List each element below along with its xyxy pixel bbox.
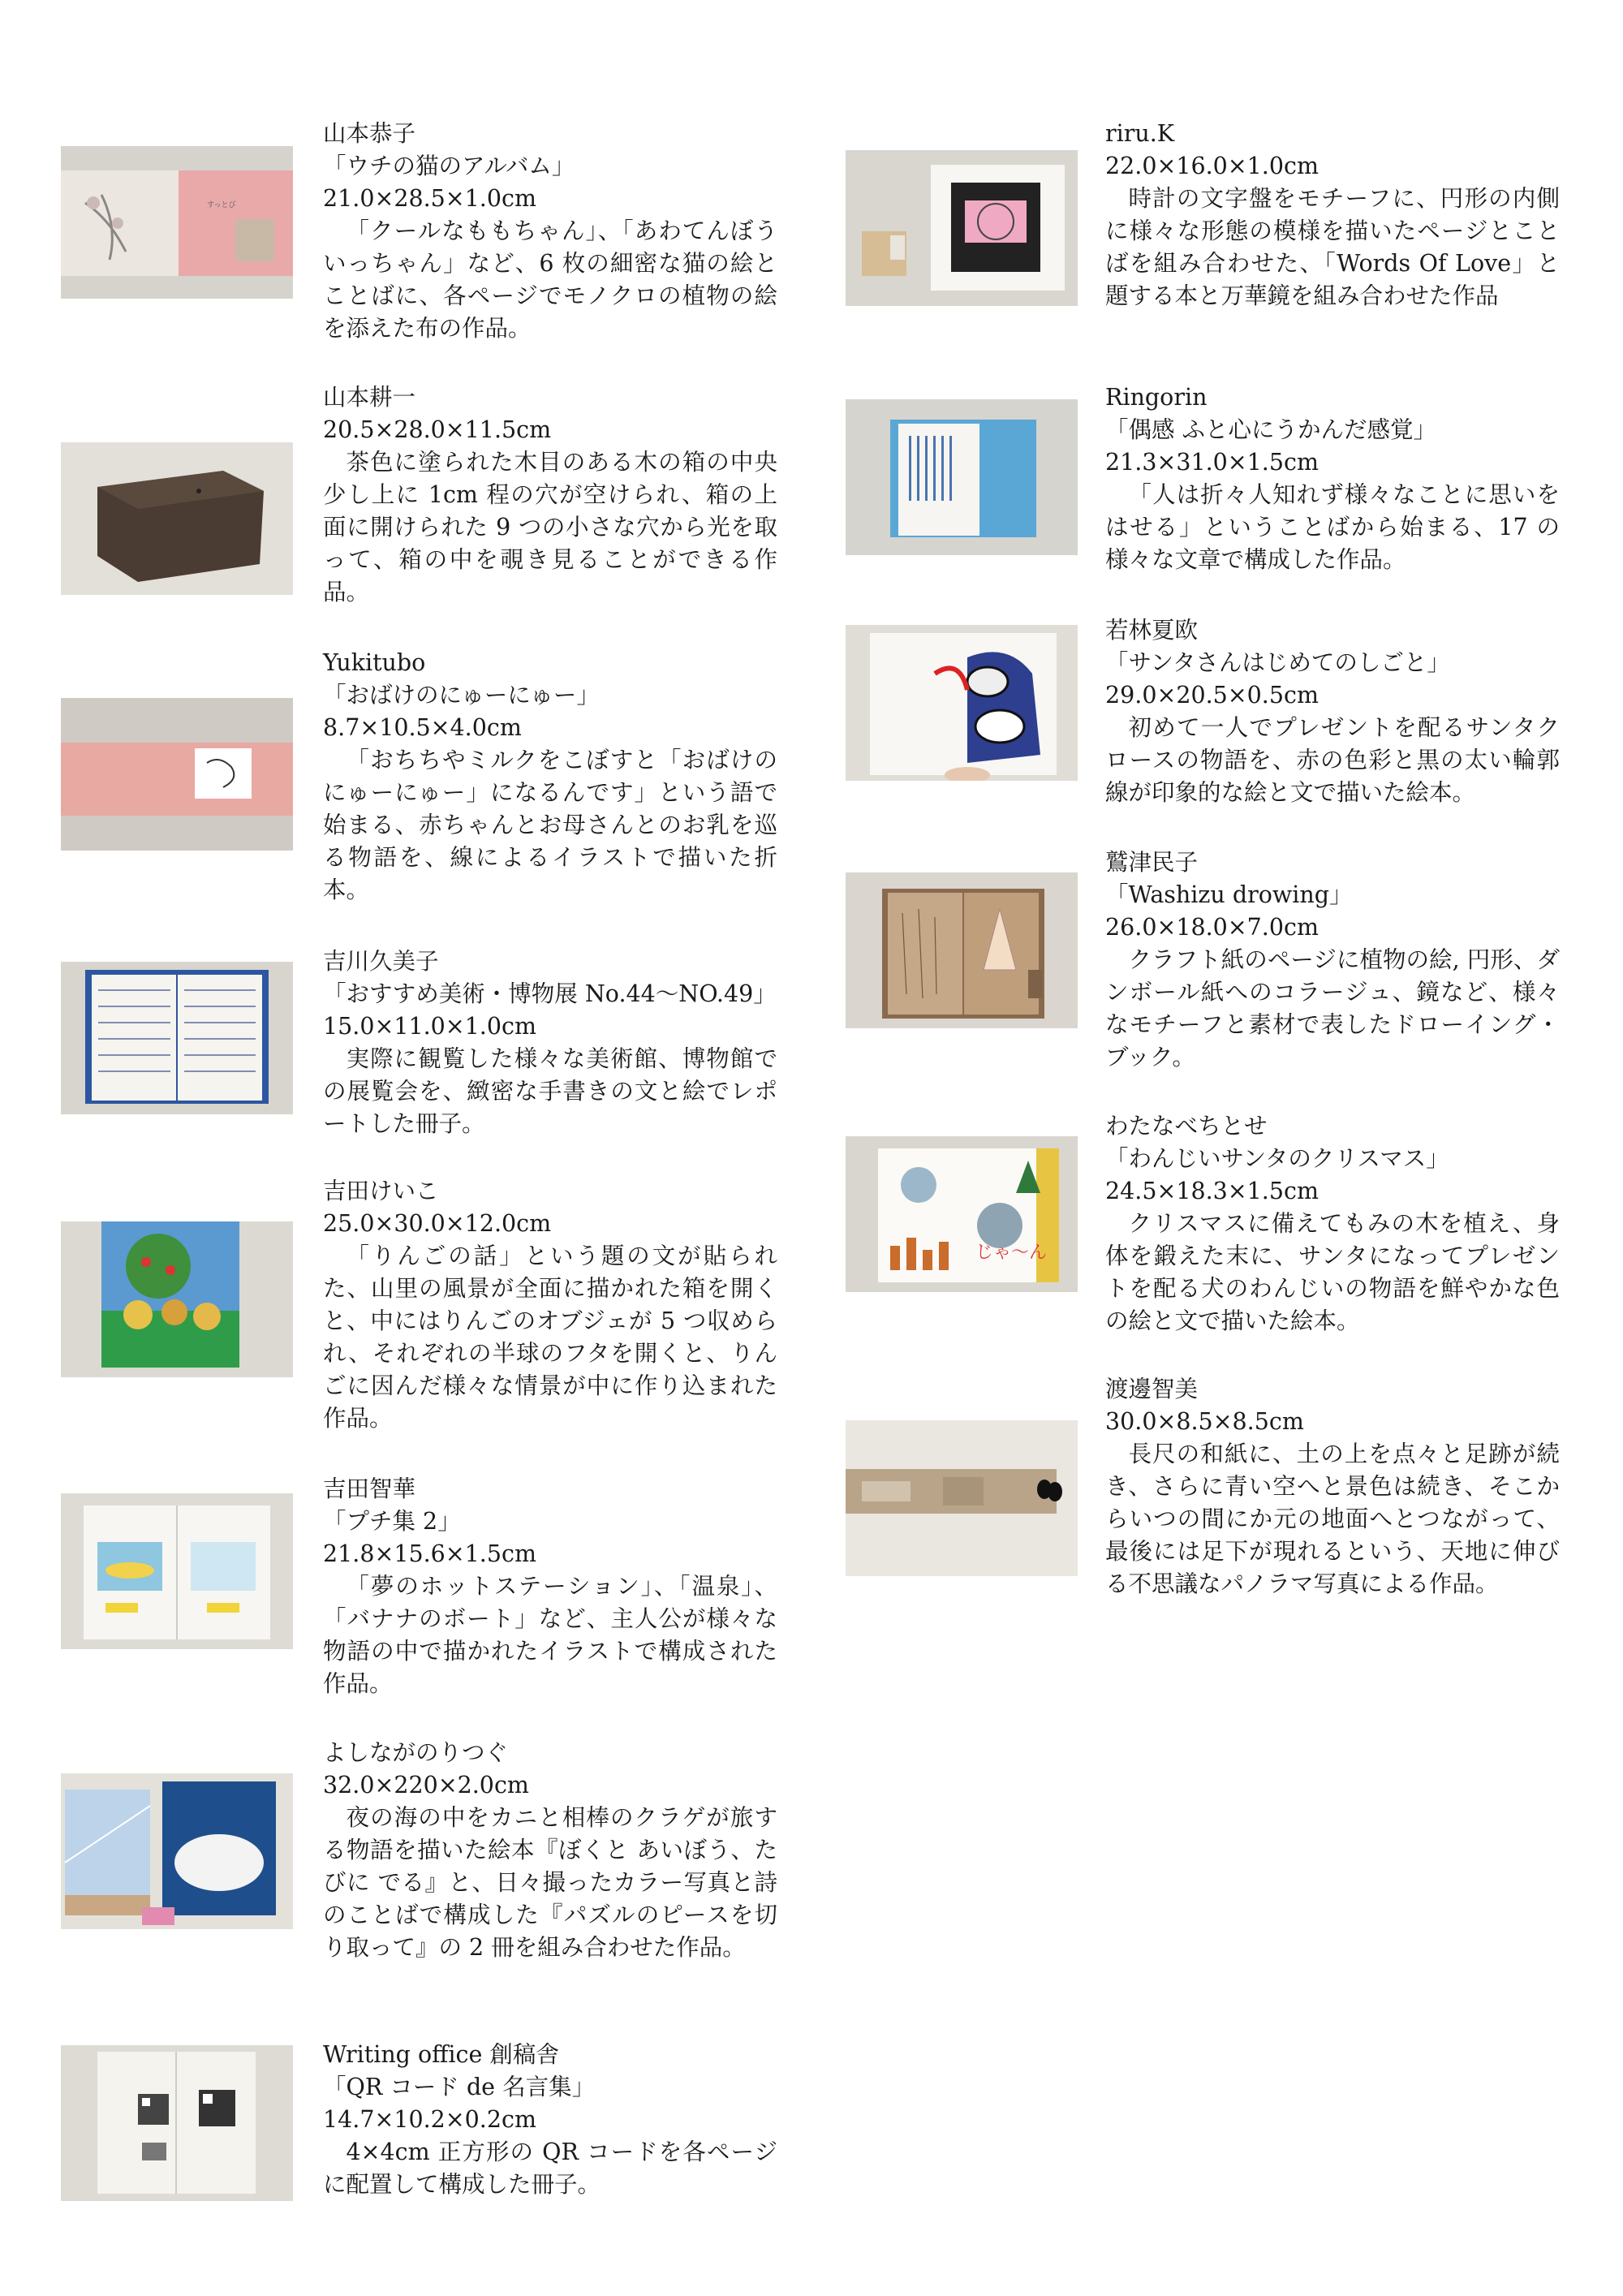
entry-8 bbox=[323, 2039, 777, 2201]
entry-title: 「偶感 ふと心にうかんだ感覚」 bbox=[1105, 416, 1437, 443]
entry-author: 吉川久美子 bbox=[323, 948, 439, 975]
artwork-photo-qr-book bbox=[61, 2045, 293, 2201]
entry-10 bbox=[1105, 381, 1560, 576]
entry-size: 21.3×31.0×1.5cm bbox=[1105, 449, 1319, 476]
entry-4 bbox=[323, 946, 777, 1140]
svg-text:じゃ〜ん: じゃ〜ん bbox=[975, 1243, 1048, 1263]
entry-description: 「クールなももちゃん」、「あわてんぼういっちゃん」など、6 枚の細密な猫の絵とことばに、各ページでモノクロの植物の絵を添えた布の作品。 bbox=[323, 218, 777, 342]
entry-12 bbox=[1105, 846, 1560, 1074]
entry-author: 若林夏欧 bbox=[1105, 617, 1199, 644]
entry-size: 20.5×28.0×11.5cm bbox=[323, 416, 552, 443]
artwork-photo-clock-book bbox=[846, 150, 1078, 306]
entry-author: よしながのりつぐ bbox=[323, 1739, 509, 1766]
artwork-photo-panorama-scroll bbox=[846, 1420, 1078, 1576]
artwork-photo-ringorin-book bbox=[846, 399, 1078, 555]
entry-size: 24.5×18.3×1.5cm bbox=[1105, 1178, 1319, 1204]
entry-9 bbox=[1105, 118, 1560, 312]
entry-size: 15.0×11.0×1.0cm bbox=[323, 1013, 536, 1040]
entry-title: 「QR コード de 名言集」 bbox=[323, 2074, 596, 2100]
entry-description: 「りんごの話」という題の文が貼られた、山里の風景が全面に描かれた箱を開くと、中にはりんごのオブジェが 5 つ収められ、それぞれの半球のフタを開くと、りんごに因んだ様々な情景が中に作り込まれた作品。 bbox=[323, 1243, 777, 1432]
artwork-photo-wooden-box bbox=[61, 442, 293, 595]
entry-size: 32.0×220×2.0cm bbox=[323, 1772, 529, 1798]
entry-size: 8.7×10.5×4.0cm bbox=[323, 714, 522, 741]
artwork-photo-puchi-book bbox=[61, 1493, 293, 1649]
entry-7 bbox=[323, 1737, 777, 1964]
entry-size: 25.0×30.0×12.0cm bbox=[323, 1210, 552, 1237]
entry-author: 吉田智華 bbox=[323, 1475, 416, 1502]
entry-description: 夜の海の中をカニと相棒のクラゲが旅する物語を描いた絵本『ぼくと あいぼう、たびに でる』と、日々撮ったカラー写真と詩のことばで構成した『パズルのピースを切り取って』の 2 冊を組み合わせた作品。 bbox=[323, 1804, 777, 1961]
entry-3 bbox=[323, 647, 777, 907]
entry-author: 吉田けいこ bbox=[323, 1178, 439, 1204]
entry-13 bbox=[1105, 1110, 1560, 1338]
entry-14 bbox=[1105, 1373, 1560, 1600]
entry-description: 長尺の和紙に、土の上を点々と足跡が続き、さらに青い空へと景色は続き、そこからいつの間にか元の地面へとつながって、最後には足下が現れるという、天地に伸びる不思議なパノラマ写真による作品。 bbox=[1105, 1441, 1560, 1597]
entry-6 bbox=[323, 1473, 777, 1700]
svg-text:すっとび: すっとび bbox=[207, 201, 236, 209]
entry-author: Yukitubo bbox=[323, 649, 426, 676]
entry-title: 「サンタさんはじめてのしごと」 bbox=[1105, 649, 1450, 676]
entry-title: 「おばけのにゅーにゅー」 bbox=[323, 682, 600, 709]
entry-description: 実際に観覧した様々な美術館、博物館での展覧会を、緻密な手書きの文と絵でレポートした冊子。 bbox=[323, 1045, 777, 1137]
entry-title: 「わんじいサンタのクリスマス」 bbox=[1105, 1145, 1449, 1172]
entry-5 bbox=[323, 1175, 777, 1435]
artwork-photo-santa-book bbox=[846, 625, 1078, 781]
entry-author: 渡邊智美 bbox=[1105, 1376, 1199, 1402]
entry-size: 21.0×28.5×1.0cm bbox=[323, 185, 536, 212]
artwork-photo-kraft-book bbox=[846, 872, 1078, 1028]
entry-title: 「プチ集 2」 bbox=[323, 1508, 461, 1535]
entry-description: クラフト紙のページに植物の絵, 円形、ダンボール紙へのコラージュ、鏡など、様々なモチーフと素材で表したドローイング・ブック。 bbox=[1105, 946, 1560, 1070]
entry-description: 「人は折々人知れず様々なことに思いをはせる」ということばから始まる、17 の様々な文章で構成した作品。 bbox=[1105, 481, 1560, 573]
artwork-photo-picture-books bbox=[61, 1773, 293, 1929]
entry-size: 21.8×15.6×1.5cm bbox=[323, 1540, 536, 1567]
artwork-photo-apple-box bbox=[61, 1221, 293, 1377]
entry-author: わたなべちとせ bbox=[1105, 1113, 1268, 1139]
entry-description: 「夢のホットステーション」、「温泉」、「バナナのボート」など、主人公が様々な物語の中で描かれたイラストで構成された作品。 bbox=[323, 1573, 777, 1697]
entry-description: クリスマスに備えてもみの木を植え、身体を鍛えた末に、サンタになってプレゼントを配る犬のわんじいの物語を鮮やかな色の絵と文で描いた絵本。 bbox=[1105, 1210, 1560, 1334]
entry-description: 4×4cm 正方形の QR コードを各ページに配置して構成した冊子。 bbox=[323, 2139, 777, 2198]
entry-title: 「おすすめ美術・博物展 No.44〜NO.49」 bbox=[323, 980, 777, 1007]
entry-2 bbox=[323, 381, 777, 609]
entry-11 bbox=[1105, 614, 1560, 809]
entry-author: 山本耕一 bbox=[323, 384, 416, 411]
entry-author: Writing office 創稿舎 bbox=[323, 2041, 559, 2068]
entry-author: 山本恭子 bbox=[323, 120, 416, 147]
entry-description: 茶色に塗られた木目のある木の箱の中央少し上に 1cm 程の穴が空けられ、箱の上面に開けられた 9 つの小さな穴から光を取って、箱の中を覗き見ることができる作品。 bbox=[323, 449, 777, 605]
entry-title: 「ウチの猫のアルバム」 bbox=[323, 153, 575, 179]
entry-description: 「おちちやミルクをこぼすと「おばけのにゅーにゅー」になるんです」という語で始まる、赤ちゃんとお母さんとのお乳を巡る物語を、線によるイラストで描いた折本。 bbox=[323, 747, 777, 903]
artwork-photo-wanjii-book bbox=[846, 1136, 1078, 1292]
artwork-photo-cat-album bbox=[61, 146, 293, 299]
entry-size: 26.0×18.0×7.0cm bbox=[1105, 914, 1319, 941]
entry-author: Ringorin bbox=[1105, 384, 1208, 411]
entry-size: 22.0×16.0×1.0cm bbox=[1105, 153, 1319, 179]
entry-size: 29.0×20.5×0.5cm bbox=[1105, 682, 1319, 709]
entry-size: 30.0×8.5×8.5cm bbox=[1105, 1408, 1304, 1435]
entry-1 bbox=[323, 118, 777, 345]
entry-size: 14.7×10.2×0.2cm bbox=[323, 2106, 536, 2133]
entry-author: 鷲津民子 bbox=[1105, 849, 1199, 876]
artwork-photo-obake-book bbox=[61, 698, 293, 851]
artwork-photo-notebook bbox=[61, 962, 293, 1114]
entry-title: 「Washizu drowing」 bbox=[1105, 881, 1353, 908]
entry-description: 時計の文字盤をモチーフに、円形の内側に様々な形態の模様を描いたページとことばを組み合わせた、「Words Of Love」と題する本と万華鏡を組み合わせた作品 bbox=[1105, 185, 1560, 309]
entry-author: riru.K bbox=[1105, 120, 1175, 147]
entry-description: 初めて一人でプレゼントを配るサンタクロースの物語を、赤の色彩と黒の太い輪郭線が印象的な絵と文で描いた絵本。 bbox=[1105, 714, 1560, 806]
